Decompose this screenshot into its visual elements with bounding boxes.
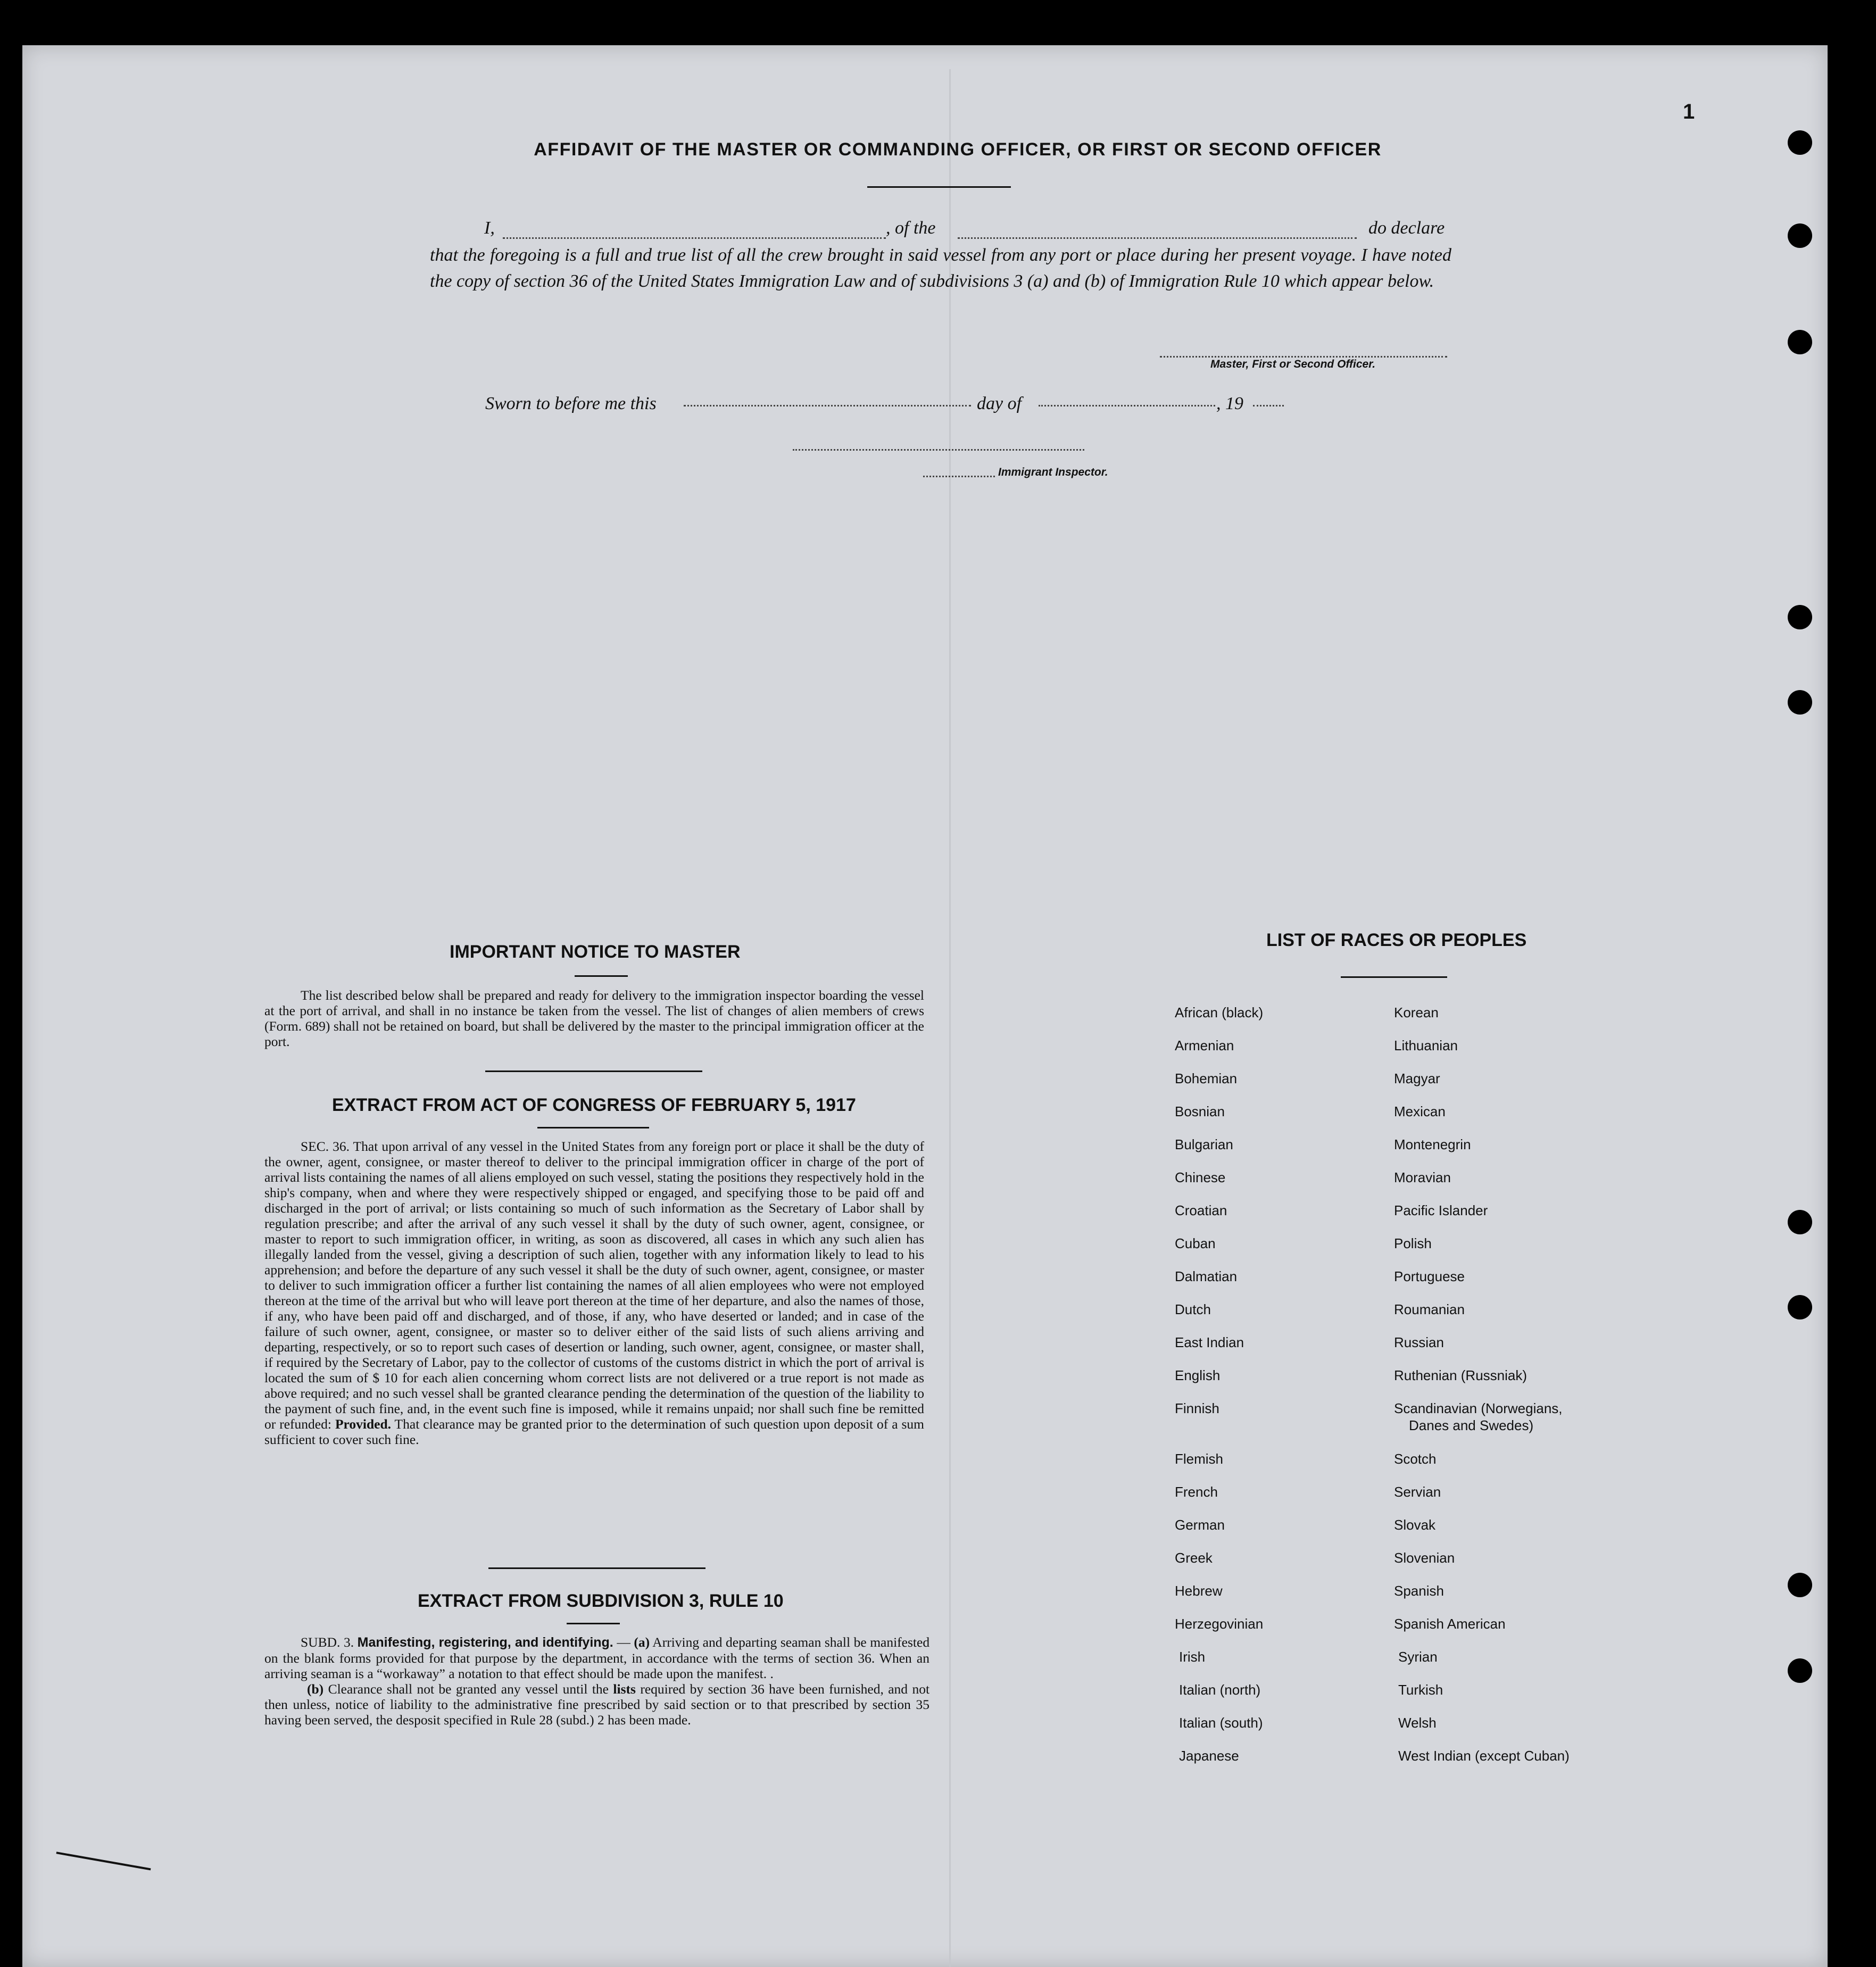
punch-hole: [1788, 1210, 1812, 1234]
act-paragraph: [264, 1139, 924, 1447]
inspector-line: [793, 449, 1084, 451]
name-blank: [503, 237, 886, 239]
race-item: Spanish: [1394, 1583, 1444, 1599]
sworn-day-blank: [684, 404, 971, 406]
race-item: Italian (north): [1179, 1682, 1261, 1698]
inspector-line-short: [923, 475, 995, 477]
race-item: Chinese: [1175, 1169, 1226, 1185]
race-item: Dutch: [1175, 1301, 1211, 1317]
act-text-main: SEC. 36. That upon arrival of any vessel in the United States from any foreign port or place it shall be the duty of the owner, agent, consignee, or master thereof to deliver to the principal immigration officer in charge of the port of arrival lists containing the names of all aliens employed on such vessel, stating the positions they respectively hold in the ship's company, when and where they were respectively shipped or engaged, and specifying those to be paid off and discharged in the port of arrival; or lists containing so much of such information as the Secretary of Labor shall by regulation prescribe; and after the arrival of any such vessel it shall by the duty of such owner, agent, consignee, or master to report to such immigration officer, in writing, as soon as discovered, all cases in which any such alien has illegally landed from the vessel, giving a description of such alien, together with any information likely to lead to his apprehension; and before the departure of any such vessel it shall be the duty of such owner, agent, consignee, or master to deliver to such immigration officer a further list containing the names of all alien employees who were not employed thereon at the time of the arrival but who will leave port thereon at the time of her departure, and also the names of those, if any, who have been paid off and discharged, and of those, if any, who have deserted or landed; and in case of the failure of such owner, agent, consignee, or master so to deliver either of the said lists of such aliens arriving and departing, respectively, or so to report such cases of desertion or landing, such owner, agent, consignee, or master shall, if required by the Secretary of Labor, pay to the collector of customs of the customs district in which the port of arrival is located the sum of $ 10 for each alien concerning whom correct lists are not delivered or a true report is not made as above required; and no such vessel shall be granted clearance pending the determination of the question of the liability to the payment of such fine, and, in the event such fine is imposed, while it remains unpaid; nor shall such fine be remitted or refunded:: [264, 1139, 924, 1432]
provided-word: Provided.: [335, 1416, 392, 1432]
act-text-end: That clearance may be granted prior to the determination of such question upon deposit of a sum sufficient to cover such fine.: [264, 1416, 925, 1447]
a-label: (a): [634, 1634, 650, 1650]
signature-label: Master, First or Second Officer.: [1210, 358, 1376, 370]
a-text: Arriving and departing seaman shall be manifested on the blank forms provided for that purpose by the department, in accordance with the terms of section 36. When an arriving seaman is a “workaway” a notation to that effect should be made upon the manifest. .: [264, 1634, 930, 1681]
race-item: Scotch: [1394, 1451, 1437, 1467]
sworn-label: Sworn to before me this: [485, 394, 657, 413]
act-text: [264, 1139, 924, 1447]
races-title-rule: [1341, 976, 1447, 978]
act-title: EXTRACT FROM ACT OF CONGRESS OF FEBRUARY 5, 1917: [332, 1095, 856, 1115]
of-the-label: , of the: [886, 218, 936, 238]
subd-heading: Manifesting, registering, and identifying.: [357, 1635, 613, 1650]
race-item: Montenegrin: [1394, 1136, 1471, 1152]
race-item: Syrian: [1398, 1649, 1438, 1665]
race-item: Cuban: [1175, 1235, 1216, 1251]
race-item: Greek: [1175, 1550, 1213, 1566]
year-blank: [1253, 404, 1284, 406]
notice-text: [264, 987, 924, 1049]
race-item: English: [1175, 1367, 1221, 1383]
race-item: Finnish: [1175, 1400, 1219, 1416]
race-item: Armenian: [1175, 1038, 1234, 1053]
punch-hole: [1788, 330, 1812, 354]
race-item: Hebrew: [1175, 1583, 1223, 1599]
rule-title-rule: [567, 1623, 620, 1624]
race-item: Korean: [1394, 1005, 1439, 1020]
month-blank: [1039, 404, 1215, 406]
do-declare-label: do declare: [1368, 218, 1445, 238]
punch-hole: [1788, 1658, 1812, 1683]
race-item: Turkish: [1398, 1682, 1443, 1698]
punch-hole: [1788, 1295, 1812, 1319]
race-item: Magyar: [1394, 1070, 1440, 1086]
signature-line: [1160, 355, 1447, 358]
race-item: Polish: [1394, 1235, 1432, 1251]
b-lists: lists: [613, 1681, 636, 1697]
race-item: French: [1175, 1484, 1218, 1500]
race-item: Portuguese: [1394, 1268, 1465, 1284]
race-item: Herzegovinian: [1175, 1616, 1264, 1632]
dash: —: [617, 1634, 630, 1650]
subd-a-paragraph: [264, 1634, 929, 1681]
notice-title-rule: [575, 975, 628, 977]
b-text-1: Clearance shall not be granted any vessel until the: [328, 1681, 609, 1697]
inspector-label: Immigrant Inspector.: [998, 466, 1108, 478]
race-item: Irish: [1179, 1649, 1206, 1665]
punch-hole: [1788, 223, 1812, 248]
subd-b-paragraph: [264, 1681, 929, 1728]
page-fold: [949, 69, 951, 1967]
b-label: (b): [307, 1681, 324, 1697]
b-text-2: required by section 36 have been furnished, and not then unless, notice of liability to the administrative fine prescribed by said section or to that prescribed by section 35 having been served, the desposit specified in Rule 28 (subd.) 2 has been made.: [264, 1681, 930, 1728]
affidavit-title: AFFIDAVIT OF THE MASTER OR COMMANDING OFFICER, OR FIRST OR SECOND OFFICER: [534, 139, 1382, 160]
i-label: I,: [484, 218, 495, 238]
rule-text: [264, 1634, 929, 1728]
punch-hole: [1788, 1573, 1812, 1597]
race-item: East Indian: [1175, 1334, 1244, 1350]
affidavit-body: that the foregoing is a full and true list of all the crew brought in said vessel from any port or place during her present voyage. I have noted the copy of section 36 of the United States Immigration Law and of subdivisions 3 (a) and (b) of Immigration Rule 10 which appear below.: [430, 245, 1451, 291]
notice-paragraph: The list described below shall be prepared and ready for delivery to the immigration inspector boarding the vessel at the port of arrival, and shall in no instance be taken from the vessel. The list of changes of alien members of crews (Form. 689) shall not be retained on board, but shall be delivered by the master to the principal immigration officer at the port.: [264, 987, 924, 1049]
race-item: Scandinavian (Norwegians,: [1394, 1400, 1563, 1416]
subd-prefix: SUBD. 3.: [301, 1634, 354, 1650]
race-item: Russian: [1394, 1334, 1444, 1350]
race-item: Croatian: [1175, 1202, 1227, 1218]
vessel-blank: [958, 237, 1357, 239]
race-item: Mexican: [1394, 1103, 1446, 1119]
race-item: German: [1175, 1517, 1225, 1533]
race-item: Japanese: [1179, 1748, 1239, 1764]
race-item: Welsh: [1398, 1715, 1437, 1731]
year-label: , 19: [1216, 394, 1243, 413]
race-item: African (black): [1175, 1005, 1264, 1020]
race-item: Flemish: [1175, 1451, 1224, 1467]
divider-rule-2: [488, 1567, 705, 1569]
race-item: Bosnian: [1175, 1103, 1225, 1119]
race-item: Bohemian: [1175, 1070, 1238, 1086]
race-item: Spanish American: [1394, 1616, 1506, 1632]
race-item: Pacific Islander: [1394, 1202, 1488, 1218]
race-item-continuation: Danes and Swedes): [1409, 1417, 1534, 1433]
punch-hole: [1788, 690, 1812, 715]
race-item: Italian (south): [1179, 1715, 1263, 1731]
punch-hole: [1788, 605, 1812, 629]
race-item: West Indian (except Cuban): [1398, 1748, 1570, 1764]
race-item: Ruthenian (Russniak): [1394, 1367, 1528, 1383]
punch-hole: [1788, 130, 1812, 155]
divider-rule: [485, 1070, 702, 1072]
race-item: Servian: [1394, 1484, 1441, 1500]
notice-title: IMPORTANT NOTICE TO MASTER: [450, 942, 741, 962]
page-mark: 1: [1683, 100, 1695, 123]
race-item: Dalmatian: [1175, 1268, 1238, 1284]
race-item: Slovenian: [1394, 1550, 1455, 1566]
race-item: Roumanian: [1394, 1301, 1465, 1317]
day-of-label: day of: [977, 394, 1022, 413]
race-item: Slovak: [1394, 1517, 1436, 1533]
rule-title: EXTRACT FROM SUBDIVISION 3, RULE 10: [418, 1591, 784, 1611]
race-item: Bulgarian: [1175, 1136, 1233, 1152]
races-title: LIST OF RACES OR PEOPLES: [1266, 930, 1527, 950]
race-item: Lithuanian: [1394, 1038, 1458, 1053]
act-title-rule: [537, 1127, 649, 1128]
title-rule: [867, 186, 1011, 188]
race-item: Moravian: [1394, 1169, 1451, 1185]
